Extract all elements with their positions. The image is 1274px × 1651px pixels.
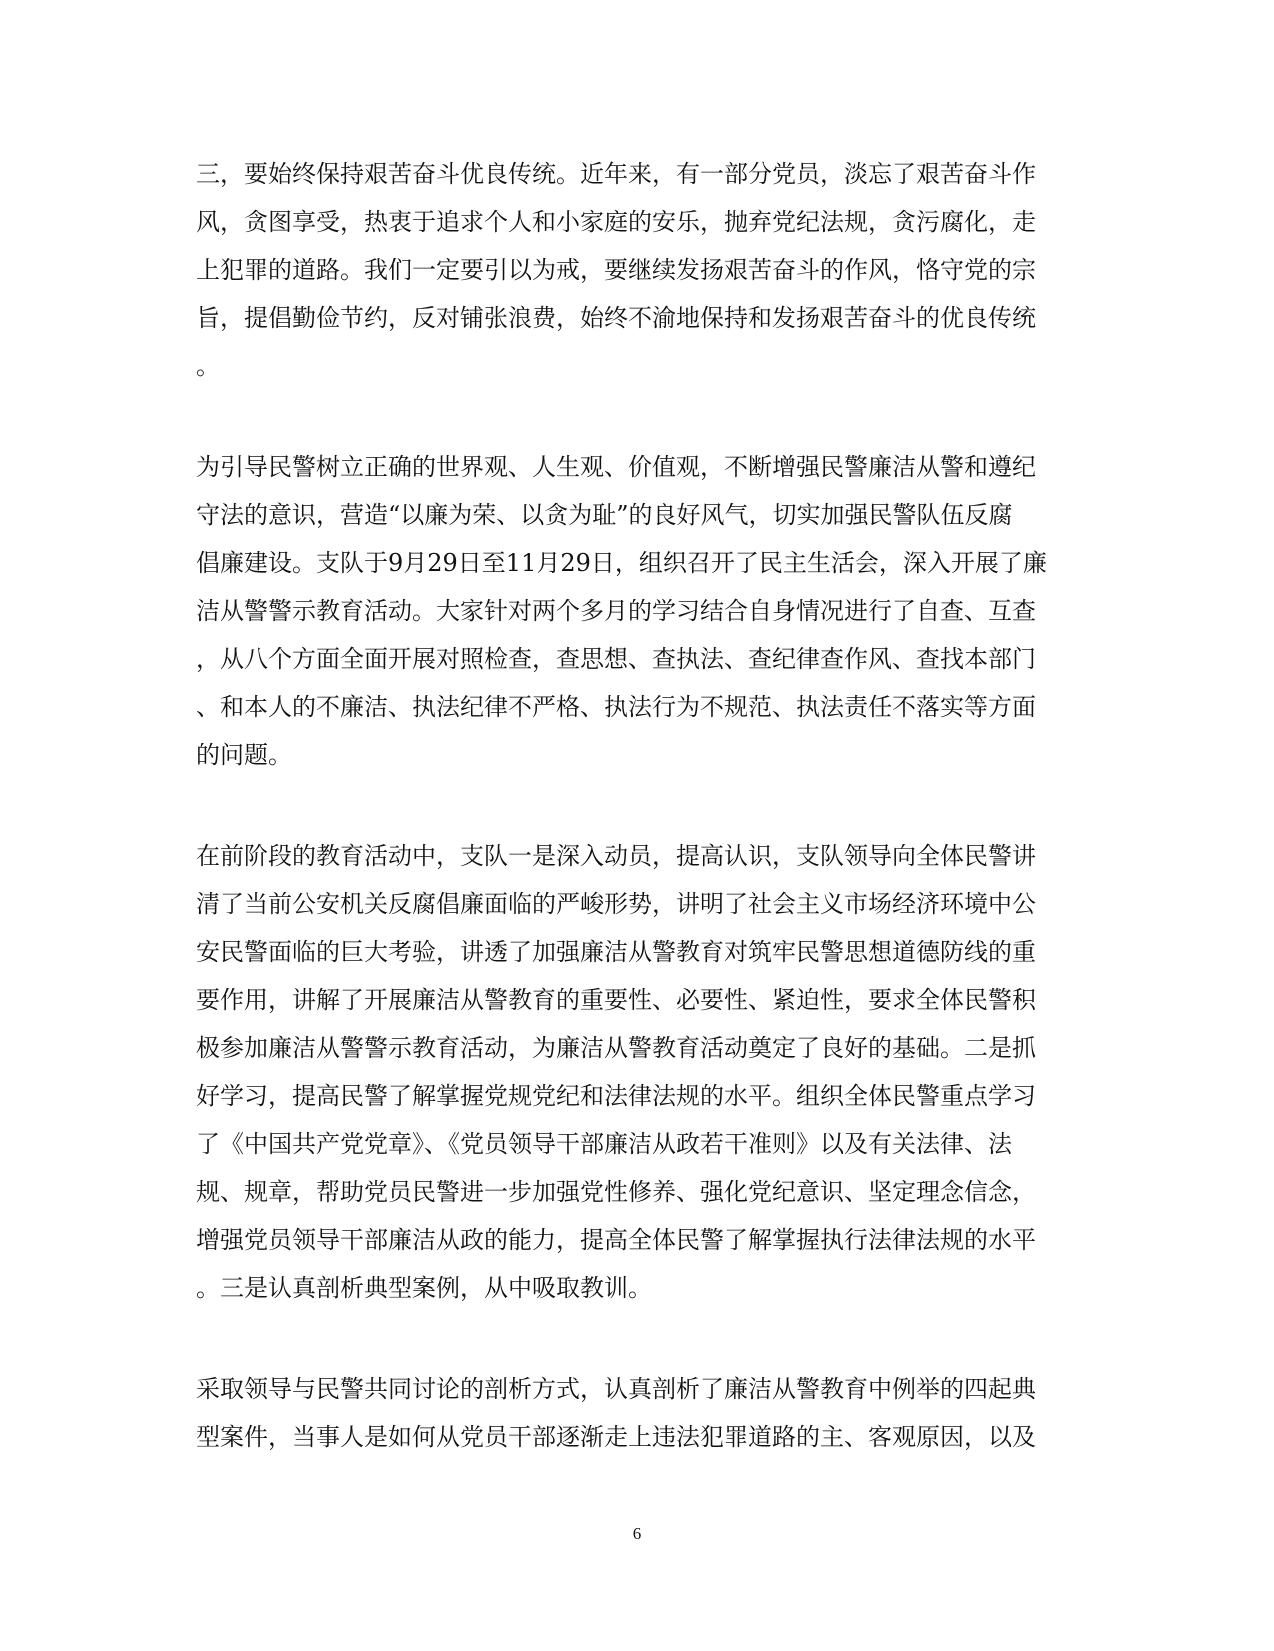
text-line: 清了当前公安机关反腐倡廉面临的严峻形势，讲明了社会主义市场经济环境中公 [196,890,1036,918]
paragraph-1 [196,150,1086,390]
text-line: 好学习，提高民警了解掌握党规党纪和法律法规的水平。组织全体民警重点学习 [196,1082,1036,1110]
paragraph-3 [196,832,1086,1312]
text-line: 风，贪图享受，热衷于追求个人和小家庭的安乐，抛弃党纪法规，贪污腐化，走 [196,208,1036,236]
text-line: 守法的意识，营造“以廉为荣、以贪为耻”的良好风气，切实加强民警队伍反腐 [196,501,1013,529]
text-line: 增强党员领导干部廉洁从政的能力，提高全体民警了解掌握执行法律法规的水平 [196,1226,1036,1254]
paragraph-4 [196,1365,1086,1461]
page-number: 6 [632,1524,642,1543]
text-line: 极参加廉洁从警警示教育活动，为廉洁从警教育活动奠定了良好的基础。二是抓 [196,1034,1036,1062]
text-line: 洁从警警示教育活动。大家针对两个多月的学习结合自身情况进行了自查、互查 [196,597,1036,625]
text-line: 型案件，当事人是如何从党员干部逐渐走上违法犯罪道路的主、客观原因，以及 [196,1423,1036,1451]
text-line: 安民警面临的巨大考验，讲透了加强廉洁从警教育对筑牢民警思想道德防线的重 [196,938,1036,966]
text-line: 为引导民警树立正确的世界观、人生观、价值观，不断增强民警廉洁从警和遵纪 [196,453,1036,481]
text-line: 旨，提倡勤俭节约，反对铺张浪费，始终不渝地保持和发扬艰苦奋斗的优良传统 [196,304,1036,332]
text-line: 的问题。 [196,741,292,769]
text-line: 。三是认真剖析典型案例，从中吸取教训。 [196,1274,652,1302]
text-line: 规、规章，帮助党员民警进一步加强党性修养、强化党纪意识、坚定理念信念， [196,1178,1036,1206]
text-line: 要作用，讲解了开展廉洁从警教育的重要性、必要性、紧迫性，要求全体民警积 [196,986,1036,1014]
paragraph-2 [196,443,1086,779]
body-text [196,150,1086,1514]
text-line: 采取领导与民警共同讨论的剖析方式，认真剖析了廉洁从警教育中例举的四起典 [196,1375,1036,1403]
text-line: ，从八个方面全面开展对照检查，查思想、查执法、查纪律查作风、查找本部门 [196,645,1036,673]
text-line: 上犯罪的道路。我们一定要引以为戒，要继续发扬艰苦奋斗的作风，恪守党的宗 [196,256,1036,284]
text-line: 了《中国共产党党章》、《党员领导干部廉洁从政若干准则》以及有关法律、法 [196,1130,1012,1158]
text-line: 三，要始终保持艰苦奋斗优良传统。近年来，有一部分党员，淡忘了艰苦奋斗作 [196,160,1036,188]
text-line: 。 [196,352,220,380]
text-line: 、和本人的不廉洁、执法纪律不严格、执法行为不规范、执法责任不落实等方面 [196,693,1036,721]
text-line: 倡廉建设。支队于9月29日至11月29日，组织召开了民主生活会，深入开展了廉 [196,549,1047,577]
text-line: 在前阶段的教育活动中，支队一是深入动员，提高认识，支队领导向全体民警讲 [196,842,1036,870]
